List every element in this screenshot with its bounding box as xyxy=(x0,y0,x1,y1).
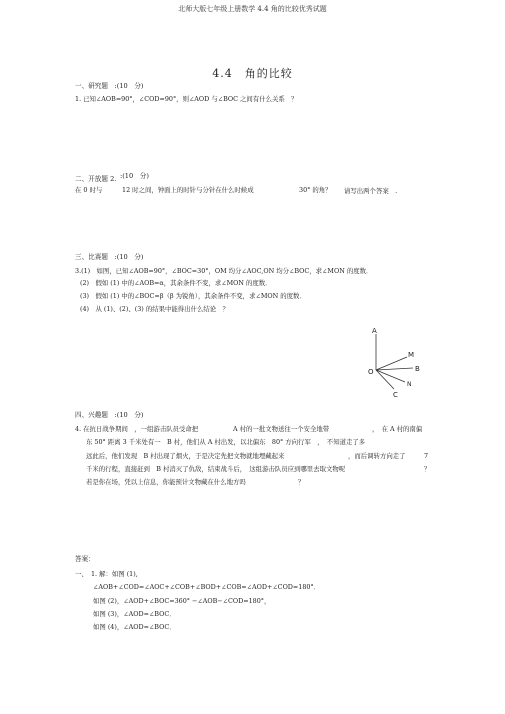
section-2-heading: 二、开放题 2. xyxy=(75,175,117,183)
label-b: B xyxy=(415,365,420,373)
question-3-3: (3) 假如 (1) 中的∠BOC=β（β 为锐角），其余条件不变，求∠MON 的度数． xyxy=(80,292,306,300)
label-o: O xyxy=(368,368,374,376)
question-4-line-1a: 4. 在抗日战争期间 ，一组游击队员受命把 xyxy=(75,425,199,433)
label-n: N xyxy=(407,381,412,388)
answer-1-line-5: 如图 (4)，∠AOD=∠BOC． xyxy=(93,623,176,631)
label-c: C xyxy=(393,391,398,399)
question-4-line-5b: ？ xyxy=(298,478,305,486)
section-3-heading: 三、比赛题 :(10 分) xyxy=(75,253,144,261)
question-4-line-1c: ， 在 A 村的南偏 xyxy=(372,425,423,433)
label-a: A xyxy=(372,327,377,335)
answer-1-line-1: 一、 1. 解：如图 (1), xyxy=(75,570,138,578)
question-2-part-d: 请写出两个答案 . xyxy=(344,187,398,195)
question-4-line-4b: ？ xyxy=(424,465,431,473)
page-header: 北师大版七年级上册数学 4.4 角的比较优秀试题 xyxy=(178,5,327,13)
ray-oc xyxy=(376,370,394,389)
angle-figure xyxy=(362,322,432,402)
section-4-heading: 四、兴趣题 :(10 分) xyxy=(75,411,144,419)
answer-heading: 答案： xyxy=(75,555,95,563)
label-m: M xyxy=(408,351,415,359)
ray-om xyxy=(376,357,407,370)
question-4-line-3c: 7 xyxy=(424,452,429,460)
question-3-1: 3.(1) 如图，已知∠AOB=90°，∠BOC=30°，OM 均分∠AOC,ON 均分∠BOC，求∠MON 的度数． xyxy=(75,267,373,275)
question-4-line-5a: 若是你在场，凭以上信息，你能预计文物藏在什么地方吗 xyxy=(86,478,246,486)
question-4-line-2: 东 50° 距离 3 千米处有一 B 村，他们从 A 村出发，以北偏东 80° 方向行军 ， 不知道走了多 xyxy=(86,438,366,446)
question-4-line-3a: 远此后，他们发现 B 村出现了烟火，于是决定先把文物就地埋藏起来 xyxy=(86,452,285,460)
ray-on xyxy=(376,370,405,382)
answer-1-line-2: ∠AOB+∠COD=∠AOC+∠COB+∠BOD+∠COB=∠AOD+∠COD=180°． xyxy=(93,583,321,591)
question-3-4: (4) 从 (1)、(2)、(3) 的结果中能得出什么结论 ？ xyxy=(80,305,229,313)
section-1-heading: 一、研究题 :(10 分) xyxy=(75,82,144,90)
question-2-part-c: 30° 的角？ xyxy=(299,186,332,194)
question-2-part-b: 12 时之间，钟面上的时针与分针在什么时候成 xyxy=(122,186,254,194)
question-4-line-3b: ，而后调转方向走了 xyxy=(348,452,406,460)
page-title: 4.4 角的比较 xyxy=(212,67,293,80)
ray-ob xyxy=(376,368,413,370)
question-4-line-4a: 千米的行程，直接赶到 B 村消灭了仇敌，结束战斗后， 这组游击队员应到哪里去取文物呢 xyxy=(86,465,346,473)
question-4-line-1b: A 村的一批文物送往一个安全地带 xyxy=(233,425,330,433)
question-3-2: (2) 假如 (1) 中的∠AOB=α，其余条件不变，求∠MON 的度数． xyxy=(80,279,272,287)
question-2-part-a: 在 0 时与 xyxy=(75,186,103,194)
section-2-score: :(10 分) xyxy=(120,172,149,180)
answer-1-line-4: 如图 (3)，∠AOD=∠BOC． xyxy=(93,610,176,618)
question-1: 1. 已知∠AOB=90°，∠COD=90°，则∠AOD 与∠BOC 之间有什么关系 ？ xyxy=(75,95,298,103)
answer-1-line-3: 如图 (2)，∠AOD+∠BOC=360° −∠AOB−∠COD=180°， xyxy=(93,597,271,605)
